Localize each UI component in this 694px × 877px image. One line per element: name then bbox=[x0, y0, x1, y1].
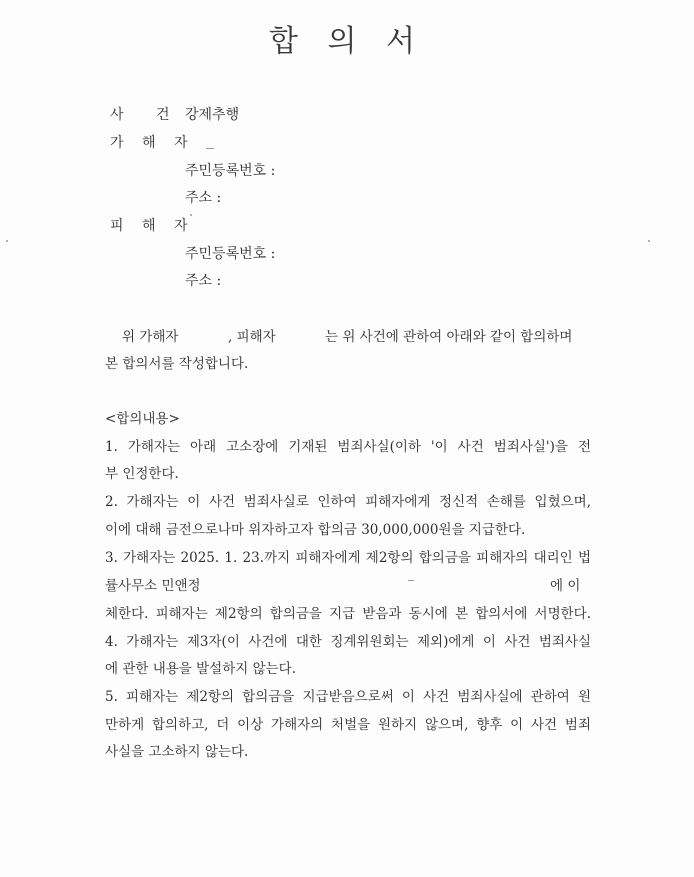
agreement-item-5-line-3: 사실을 고소하지 않는다. bbox=[105, 744, 249, 760]
intro-statement-text: 는 위 사건에 관하여 아래와 같이 합의하며 bbox=[325, 329, 573, 345]
victim-label: 피 해 자 bbox=[110, 218, 195, 234]
victim-id-label: 주민등록번호 : bbox=[185, 246, 276, 262]
scan-speck bbox=[648, 240, 650, 242]
intro-perpetrator-text: 위 가해자 bbox=[122, 329, 179, 345]
scan-speck bbox=[408, 580, 414, 581]
agreement-item-3-line-2-end: 에 이 bbox=[550, 578, 581, 594]
agreement-item-3-line-1: 3. 가해자는 2025. 1. 23.까지 피해자에게 제2항의 합의금을 피해자의 대리인 법 bbox=[105, 550, 591, 566]
agreement-item-2-line-1: 2. 가해자는 이 사건 범죄사실로 인하여 피해자에게 정신적 손해를 입혔으며, bbox=[105, 494, 591, 510]
agreement-item-5-line-2: 만하게 합의하고, 더 이상 가해자의 처벌을 원하지 않으며, 향후 이 사건 범죄 bbox=[105, 717, 591, 733]
agreement-item-1-line-2: 부 인정한다. bbox=[105, 466, 179, 482]
agreement-item-4-line-1: 4. 가해자는 제3자(이 사건에 대한 징계위원회는 제외)에게 이 사건 범죄사실 bbox=[105, 634, 591, 650]
case-value: 강제추행 bbox=[185, 107, 240, 123]
scan-speck bbox=[6, 240, 8, 242]
agreement-item-1-line-1: 1. 가해자는 아래 고소장에 기재된 범죄사실(이하 '이 사건 범죄사실')을 전 bbox=[105, 439, 591, 455]
perpetrator-address-label: 주소 : bbox=[185, 190, 222, 206]
agreement-item-2-line-2: 이에 대해 금전으로나마 위자하고자 합의금 30,000,000원을 지급한다. bbox=[105, 522, 526, 538]
victim-address-label: 주소 : bbox=[185, 273, 222, 289]
agreement-item-3-line-3: 체한다. 피해자는 제2항의 합의금을 지급 받음과 동시에 본 합의서에 서명한다. bbox=[105, 606, 591, 622]
case-label: 사 건 bbox=[110, 107, 177, 123]
document-title: 합 의 서 bbox=[268, 24, 425, 59]
perpetrator-label: 가 해 자 bbox=[110, 135, 195, 151]
agreement-item-4-line-2: 에 관한 내용을 발설하지 않는다. bbox=[105, 661, 296, 677]
scan-speck bbox=[190, 214, 192, 216]
agreement-item-3-line-2: 률사무소 민앤정 bbox=[105, 578, 201, 594]
agreement-heading: <합의내용> bbox=[105, 411, 180, 427]
intro-statement-line2: 본 합의서를 작성합니다. bbox=[105, 356, 249, 372]
agreement-item-5-line-1: 5. 피해자는 제2항의 합의금을 지급받음으로써 이 사건 범죄사실에 관하여 원 bbox=[105, 689, 591, 705]
scan-speck bbox=[206, 148, 214, 149]
perpetrator-id-label: 주민등록번호 : bbox=[185, 163, 276, 179]
intro-victim-text: , 피해자 bbox=[228, 329, 276, 345]
